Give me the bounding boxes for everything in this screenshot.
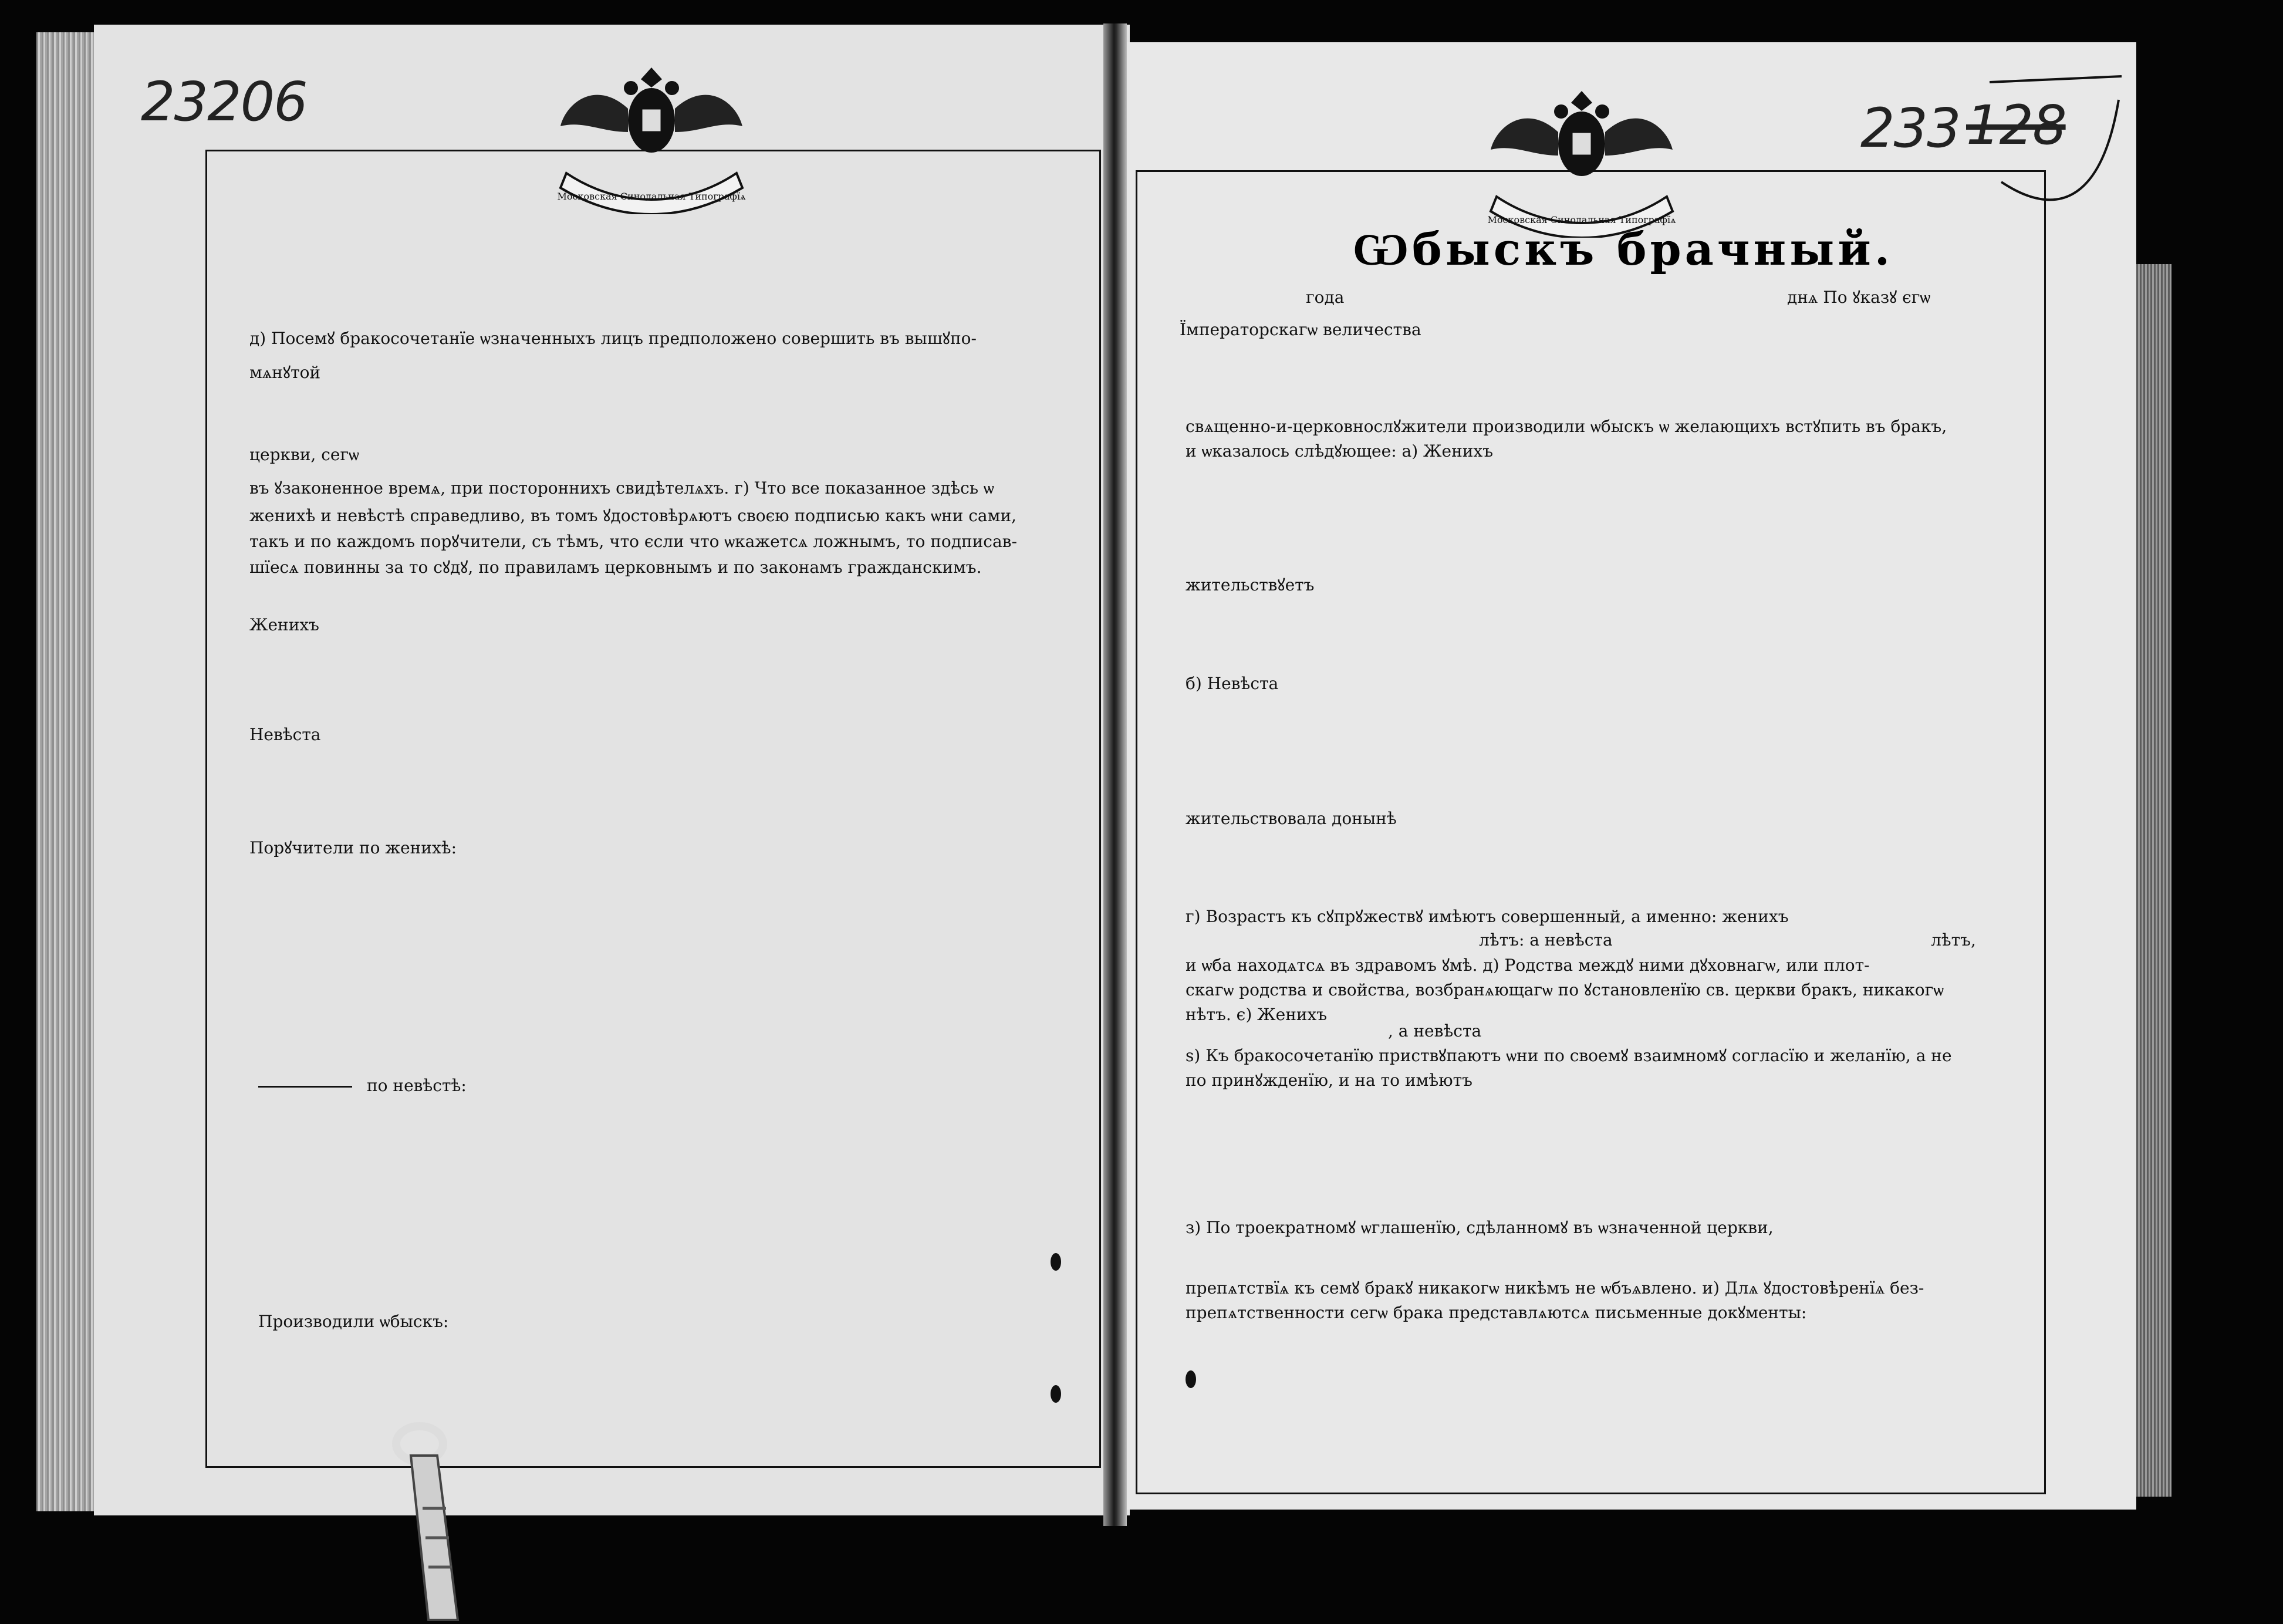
groom-label: Женихъ bbox=[249, 615, 319, 634]
book-fore-edge bbox=[36, 32, 101, 1511]
groom-guarantors-label: Порꙋчители по женихѣ: bbox=[249, 838, 457, 857]
strikeout-mark bbox=[1984, 65, 2125, 229]
page-clip bbox=[376, 1420, 481, 1624]
double-headed-eagle-emblem-left bbox=[549, 56, 754, 214]
right-text-impediments-1: препѧтствїѧ къ семꙋ бракꙋ никакогѡ никѣмъ не ѡбъѧвлено. и) Длѧ ꙋдостовѣренїѧ без- bbox=[1186, 1278, 1924, 1298]
document-title: Ѡбыскъ брачный. bbox=[1353, 223, 1894, 275]
right-text-majesty: Їмператорскагѡ величества bbox=[1180, 320, 1421, 339]
right-text-clergy: свѧщенно-и-церковнослꙋжители производили ѡбыскъ ѡ желающихъ встꙋпить въ бракъ, bbox=[1186, 417, 1947, 436]
left-text-line-7: шїесѧ повинны за то сꙋдꙋ, по правиламъ церковнымъ и по законамъ гражданскимъ. bbox=[249, 558, 982, 577]
handwritten-page-number-right: 233 bbox=[1860, 97, 1960, 160]
right-text-consent-1: ѕ) Къ бракосочетанїю приствꙋпаютъ ѡни по своемꙋ взаимномꙋ согласїю и желанїю, а не bbox=[1186, 1046, 1952, 1065]
handwritten-page-number-left: 23206 bbox=[141, 70, 307, 133]
emblem-ribbon-text-right: Московская Синодальная Типографїѧ bbox=[1487, 214, 1676, 225]
left-text-line-6: такъ и по каждомъ порꙋчители, съ тѣмъ, что єсли что ѡкажетсѧ ложнымъ, то подписав- bbox=[249, 532, 1017, 551]
right-text-banns: з) По троекратномꙋ ѡглашенїю, сдѣланномꙋ въ ѡзначенной церкви, bbox=[1186, 1218, 1774, 1237]
left-text-line-2: мѧнꙋтой bbox=[249, 363, 321, 382]
right-text-years-end: лѣтъ, bbox=[1931, 930, 1976, 950]
binding-hole bbox=[1186, 1370, 1196, 1388]
right-text-age: г) Возрастъ къ сꙋпрꙋжествꙋ имѣютъ совершенный, а именно: женихъ bbox=[1186, 907, 1789, 926]
book-right-edge bbox=[2136, 264, 2171, 1497]
left-text-line-3: церкви, сегѡ bbox=[249, 445, 359, 464]
bride-label: Невѣста bbox=[249, 725, 321, 744]
right-text-consent-2: по принꙋжденїю, и на то имѣютъ bbox=[1186, 1071, 1473, 1090]
left-text-line-5: женихѣ и невѣстѣ справедливо, въ томъ ꙋдостовѣрѧютъ своєю подписью какъ ѡни сами, bbox=[249, 506, 1016, 525]
double-headed-eagle-emblem-right bbox=[1479, 79, 1684, 238]
right-text-years-bride: лѣтъ: а невѣста bbox=[1479, 930, 1613, 950]
right-text-kinship-1: и ѡба находѧтсѧ въ здравомъ ꙋмѣ. д) Родства междꙋ ними дꙋховнагѡ, или плот- bbox=[1186, 956, 1870, 975]
binding-hole bbox=[1051, 1253, 1061, 1271]
guarantors-dash bbox=[258, 1086, 352, 1088]
right-text-groom-e: нѣтъ. є) Женихъ bbox=[1186, 1005, 1328, 1024]
binding-hole bbox=[1051, 1385, 1061, 1403]
right-text-bride-e: , а невѣста bbox=[1388, 1021, 1482, 1041]
right-text-kinship-2: скагѡ родства и свойства, возбранѧющагѡ по ꙋстановленїю св. церкви бракъ, никакогѡ bbox=[1186, 980, 1944, 1000]
right-text-groom-a: и ѡказалось слѣдꙋющее: а) Женихъ bbox=[1186, 441, 1494, 461]
right-text-bride-residence: жительствовала донынѣ bbox=[1186, 809, 1397, 828]
emblem-ribbon-text-left: Московская Синодальная Типографїѧ bbox=[557, 191, 746, 202]
handwritten-old-page-number: 128 bbox=[1966, 94, 2066, 157]
left-text-line-1: д) Посемꙋ бракосочетанїе ѡзначенныхъ лицъ предположено совершить въ вышꙋпо- bbox=[249, 329, 977, 348]
right-text-impediments-2: препѧтственности сегѡ брака представлѧютсѧ письменные докꙋменты: bbox=[1186, 1303, 1807, 1322]
bride-guarantors-label: по невѣстѣ: bbox=[367, 1076, 467, 1095]
right-text-bride-b: б) Невѣста bbox=[1186, 674, 1279, 693]
right-text-year: года bbox=[1306, 288, 1345, 307]
left-text-line-4: въ ꙋзаконенное времѧ, при постороннихъ свидѣтелѧхъ. г) Что все показанное здѣсь ѡ bbox=[249, 478, 994, 498]
right-text-groom-residence: жительствꙋетъ bbox=[1186, 575, 1315, 595]
right-text-day-decree: днѧ По ꙋказꙋ єгѡ bbox=[1787, 288, 1931, 307]
book-gutter bbox=[1103, 23, 1127, 1526]
conducted-search-label: Производили ѡбыскъ: bbox=[258, 1312, 449, 1331]
